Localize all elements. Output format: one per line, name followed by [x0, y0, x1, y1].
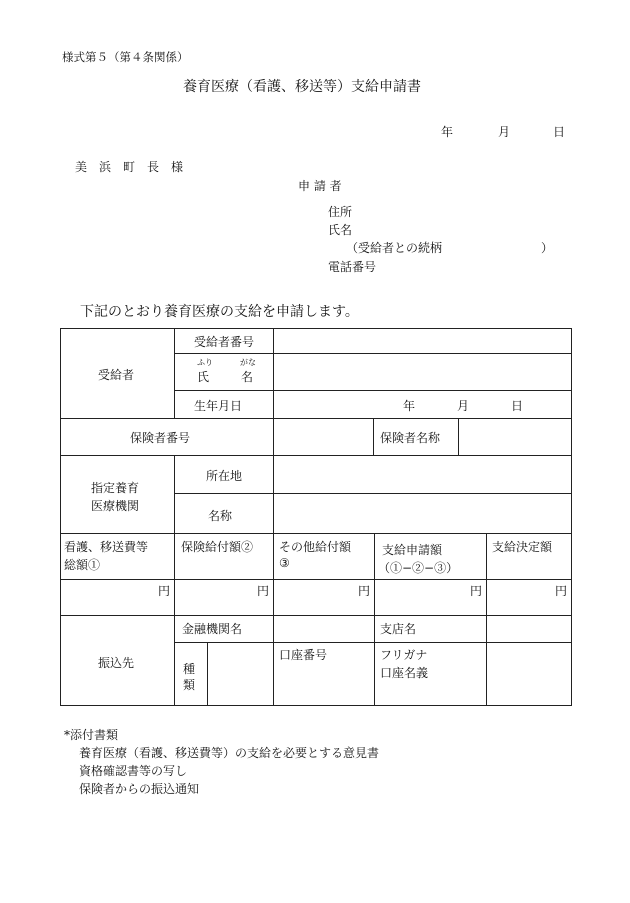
birth-day: 日: [511, 399, 524, 413]
decided-label: 支給決定額: [492, 540, 553, 554]
claim-label-line1: 支給申請額: [382, 543, 443, 557]
lead-text: 下記のとおり養育医療の支給を申請します。: [80, 304, 359, 320]
attachments-heading: *添付書類: [64, 728, 119, 742]
claim-label-line2: （①−②−③）: [378, 561, 459, 575]
type-label-line2: 類: [183, 678, 196, 692]
recipient-label: 受給者: [98, 368, 135, 382]
page-title: 養育医療（看護、移送等）支給申請書: [183, 79, 421, 95]
name-label: 氏名: [328, 223, 353, 237]
branch-label: 支店名: [380, 622, 417, 636]
insurer-name-label: 保険者名称: [380, 431, 441, 445]
bank-label: 金融機関名: [182, 622, 243, 636]
transfer-label: 振込先: [98, 656, 135, 670]
insurer-number-label: 保険者番号: [130, 431, 191, 445]
total-label-line2: 総額①: [64, 558, 101, 572]
designated-line1: 指定養育: [91, 481, 140, 495]
attachment-item: 資格確認書等の写し: [79, 764, 188, 778]
addressee: 美 浜 町 長 様: [75, 160, 184, 174]
birth-month: 月: [457, 399, 470, 413]
form-number: 様式第５（第４条関係）: [62, 50, 189, 64]
yen-1: 円: [158, 584, 171, 598]
birth-year: 年: [403, 399, 416, 413]
birth-date-label: 生年月日: [194, 399, 243, 413]
furigana-shi: ふり: [197, 358, 213, 367]
furigana-mei: がな: [240, 358, 256, 367]
date-month: 月: [498, 125, 511, 139]
date-day: 日: [553, 125, 566, 139]
insurance-paid-label: 保険給付額②: [181, 540, 254, 554]
recipient-number-label: 受給者番号: [194, 335, 255, 349]
phone-label: 電話番号: [328, 260, 377, 274]
attachment-item: 養育医療（看護、移送費等）の支給を必要とする意見書: [79, 746, 380, 760]
date-year: 年: [441, 125, 454, 139]
attachment-item: 保険者からの振込通知: [79, 782, 200, 796]
designated-line2: 医療機関: [91, 499, 140, 513]
furigana-label: フリガナ: [380, 648, 428, 662]
total-label-line1: 看護、移送費等: [64, 540, 149, 554]
yen-4: 円: [470, 584, 483, 598]
other-label-line2: ③: [279, 556, 290, 570]
account-number-label: 口座番号: [279, 648, 328, 662]
yen-2: 円: [257, 584, 270, 598]
yen-3: 円: [358, 584, 371, 598]
relation-close: ）: [541, 241, 554, 255]
type-label-line1: 種: [183, 662, 196, 676]
location-label: 所在地: [206, 469, 243, 483]
yen-5: 円: [555, 584, 568, 598]
name-mei: 名: [241, 370, 254, 384]
institution-name-label: 名称: [208, 509, 233, 523]
other-label-line1: その他給付額: [279, 540, 352, 554]
name-shi: 氏: [197, 370, 210, 384]
relation-open: （受給者との続柄: [346, 241, 443, 255]
applicant-heading: 申 請 者: [298, 179, 342, 193]
address-label: 住所: [328, 205, 353, 219]
account-holder-label: 口座名義: [380, 666, 429, 680]
